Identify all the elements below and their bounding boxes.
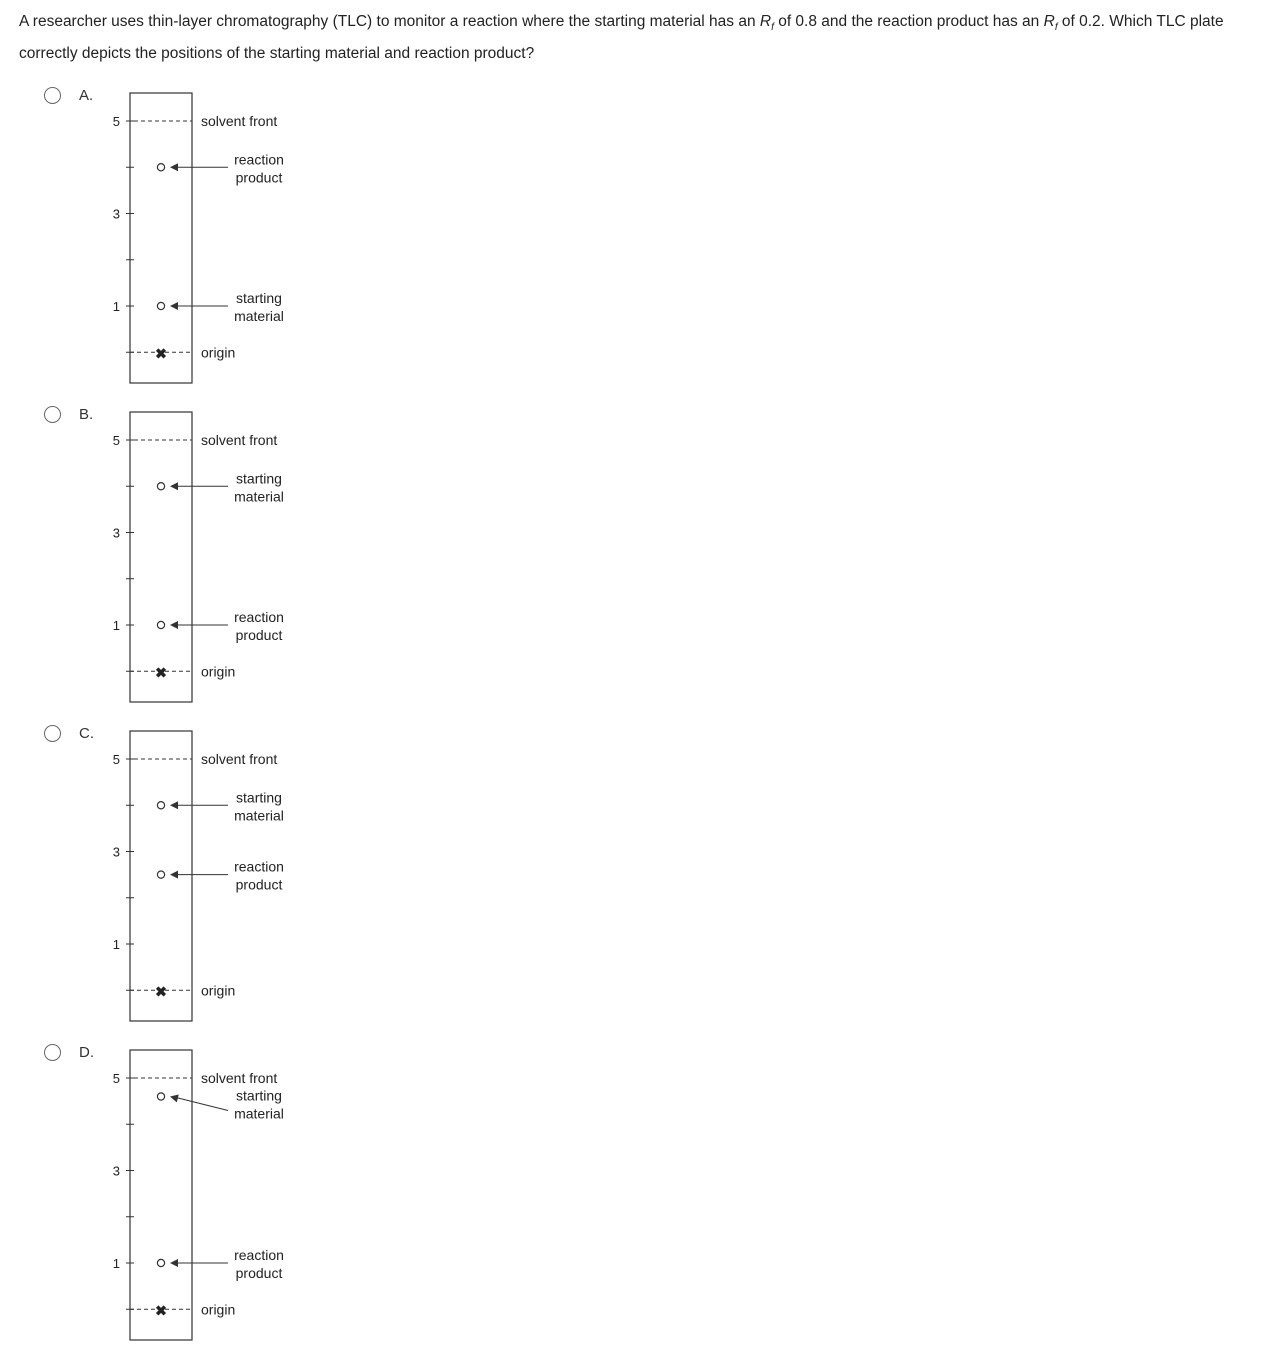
arrow-line: [172, 1097, 228, 1111]
origin-label: origin: [201, 1301, 236, 1318]
option-d[interactable]: [0, 1044, 400, 1359]
origin-mark: ✖: [155, 983, 167, 1000]
arrowhead: [170, 1259, 178, 1267]
tlc-plate-diagram: [100, 1044, 320, 1344]
tick-label: 5: [112, 1071, 120, 1086]
spot-marker: [157, 302, 164, 309]
arrowhead: [170, 871, 178, 879]
solvent-front-label: solvent front: [201, 113, 278, 129]
arrowhead: [170, 801, 178, 809]
spot-label-line1: reaction: [234, 151, 284, 168]
spot-marker: [157, 1093, 164, 1100]
origin-mark: ✖: [155, 1302, 167, 1319]
spot-label-line2: product: [235, 876, 283, 893]
spot-label-line1: reaction: [234, 858, 284, 875]
origin-label: origin: [201, 982, 236, 999]
tick-label: 3: [112, 206, 120, 222]
tlc-plate: [130, 412, 192, 702]
tick-label: 3: [112, 844, 120, 860]
rf-symbol-1: R: [759, 13, 772, 30]
tick-label: 3: [112, 525, 120, 541]
solvent-front-label: solvent front: [201, 751, 278, 767]
tick-label: 3: [112, 1163, 120, 1179]
spot-label-line2: material: [234, 1105, 284, 1122]
tick-label: 1: [112, 299, 120, 314]
tlc-plate-diagram: [100, 406, 320, 706]
spot-label-line2: material: [234, 807, 284, 824]
spot-label-line1: starting: [236, 1087, 282, 1104]
arrowhead: [170, 1095, 179, 1103]
spot-marker: [157, 871, 164, 878]
option-c[interactable]: [0, 725, 400, 1040]
option-letter: A.: [79, 87, 94, 104]
question-part-3: of 0.2. Which TLC plate correctly depicts the positions of the starting material and reaction product?: [19, 13, 1224, 63]
arrowhead: [170, 621, 178, 629]
spot-marker: [157, 164, 164, 171]
spot-label-line2: material: [234, 308, 284, 324]
tick-label: 1: [112, 1256, 120, 1271]
option-letter: D.: [79, 1044, 94, 1061]
spot-label-line1: reaction: [234, 1247, 284, 1263]
tick-label: 5: [112, 752, 120, 767]
spot-label-line1: starting: [236, 290, 282, 306]
question-part-2: of 0.8 and the reaction product has an: [773, 13, 1044, 30]
solvent-front-label: solvent front: [201, 1070, 278, 1086]
spot-label-line2: product: [235, 627, 283, 643]
origin-label: origin: [201, 344, 236, 361]
option-a[interactable]: [0, 87, 400, 402]
origin-mark: ✖: [155, 345, 167, 362]
tick-label: 1: [112, 937, 120, 952]
spot-marker: [157, 621, 164, 628]
option-b[interactable]: [0, 406, 400, 721]
tick-label: 5: [112, 114, 120, 129]
spot-label-line1: starting: [236, 789, 282, 806]
spot-label-line2: product: [235, 169, 283, 186]
tick-label: 5: [112, 433, 120, 448]
spot-label-line1: starting: [236, 470, 282, 487]
spot-marker: [157, 802, 164, 809]
origin-mark: ✖: [155, 664, 167, 681]
rf-subscript-1: f: [771, 22, 774, 34]
spot-label-line2: product: [235, 1265, 283, 1281]
radio-button[interactable]: [44, 87, 61, 104]
spot-label-line2: material: [234, 488, 284, 505]
tick-label: 1: [112, 618, 120, 633]
spot-label-line1: reaction: [234, 609, 284, 625]
question-part-1: A researcher uses thin-layer chromatography (TLC) to monitor a reaction where the starting material has an: [19, 13, 760, 30]
tlc-plate-diagram: [100, 725, 320, 1025]
tlc-plate: [130, 93, 192, 383]
solvent-front-label: solvent front: [201, 432, 278, 448]
rf-subscript-2: f: [1054, 22, 1058, 34]
question-text: [19, 9, 1274, 67]
spot-marker: [157, 1259, 164, 1266]
arrowhead: [170, 163, 178, 171]
radio-button[interactable]: [44, 406, 61, 423]
spot-marker: [157, 483, 164, 490]
origin-label: origin: [201, 663, 236, 680]
radio-button[interactable]: [44, 725, 61, 742]
arrowhead: [170, 302, 178, 310]
radio-button[interactable]: [44, 1044, 61, 1061]
rf-symbol-2: R: [1043, 13, 1055, 30]
option-letter: B.: [79, 406, 94, 423]
arrowhead: [170, 482, 178, 490]
option-letter: C.: [79, 725, 94, 742]
tlc-plate-diagram: [100, 87, 320, 387]
